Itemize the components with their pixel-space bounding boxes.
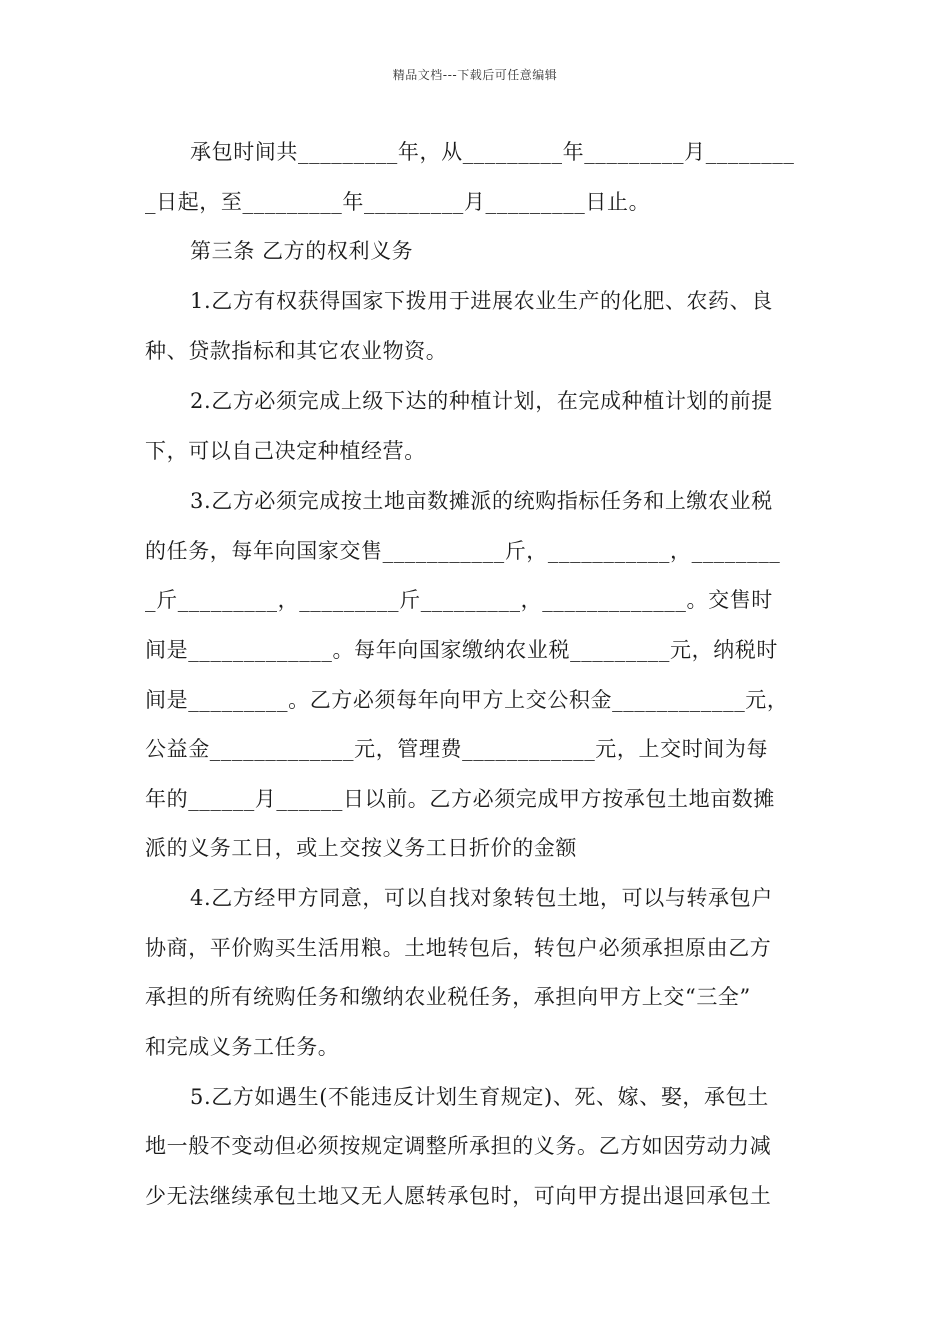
body-line: 协商，平价购买生活用粮。土地转包后，转包户必须承担原由乙方 xyxy=(145,936,772,960)
body-line: 间是_________。乙方必须每年向甲方上交公积金____________元， xyxy=(145,688,789,712)
body-line: 5.乙方如遇生(不能违反计划生育规定)、死、嫁、娶，承包土 xyxy=(190,1085,769,1109)
body-line: 和完成义务工任务。 xyxy=(145,1035,340,1059)
body-line: 少无法继续承包土地又无人愿转承包时，可向甲方提出退回承包土 xyxy=(145,1184,772,1208)
body-line: 派的义务工日，或上交按义务工日折价的金额 xyxy=(145,836,577,860)
body-line: 2.乙方必须完成上级下达的种植计划，在完成种植计划的前提 xyxy=(190,389,773,413)
body-line: 的任务，每年向国家交售___________斤，___________，________ xyxy=(145,539,781,563)
section-heading: 第三条 乙方的权利义务 xyxy=(190,239,414,263)
body-line: 种、贷款指标和其它农业物资。 xyxy=(145,339,448,363)
page-header: 精品文档---下载后可任意编辑 xyxy=(392,68,558,82)
body-line: 地一般不变动但必须按规定调整所承担的义务。乙方如因劳动力减 xyxy=(145,1134,772,1158)
body-line: 承包时间共_________年，从_________年_________月________ xyxy=(190,140,795,164)
body-line: 下，可以自己决定种植经营。 xyxy=(145,439,426,463)
body-line: 4.乙方经甲方同意，可以自找对象转包土地，可以与转承包户 xyxy=(190,886,773,910)
body-line: 3.乙方必须完成按土地亩数摊派的统购指标任务和上缴农业税 xyxy=(190,489,773,513)
body-line: 1.乙方有权获得国家下拨用于进展农业生产的化肥、农药、良 xyxy=(190,289,773,313)
body-line: 年的______月______日以前。乙方必须完成甲方按承包土地亩数摊 xyxy=(145,787,775,811)
body-line: _斤_________，_________斤_________，_____________。交售时 xyxy=(145,588,773,612)
body-line: 承担的所有统购任务和缴纳农业税任务，承担向甲方上交“三全” xyxy=(145,985,751,1009)
body-line: 公益金_____________元，管理费____________元，上交时间为每 xyxy=(145,737,769,761)
body-line: _日起，至_________年_________月_________日止。 xyxy=(145,190,651,214)
body-line: 间是_____________。每年向国家缴纳农业税_________元，纳税时 xyxy=(145,638,778,662)
